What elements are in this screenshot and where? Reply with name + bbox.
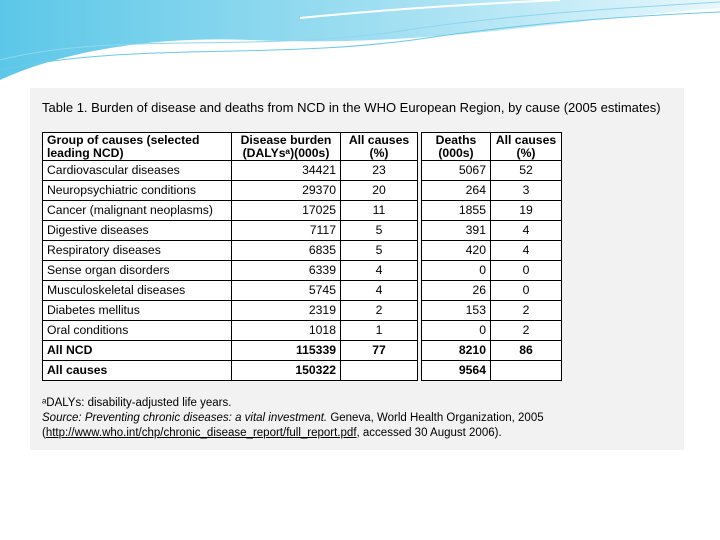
- cell-daly-pct: [341, 361, 418, 381]
- cell-daly: 150322: [232, 361, 341, 381]
- cell-daly-pct: 4: [341, 281, 418, 301]
- cell-deaths: 264: [422, 181, 491, 201]
- table-row: [43, 201, 562, 221]
- link-open-paren: (: [42, 427, 46, 439]
- table-notes: [42, 396, 544, 441]
- footnote: ᵃDALYs: disability-adjusted life years.: [42, 397, 232, 409]
- table-row: [43, 161, 562, 181]
- cell-daly: 1018: [232, 321, 341, 341]
- cell-daly-pct: 4: [341, 261, 418, 281]
- cell-daly-pct: 1: [341, 321, 418, 341]
- table-document: [30, 88, 684, 450]
- cell-daly: 115339: [232, 341, 341, 361]
- cell-deaths-pct: 19: [491, 201, 562, 221]
- header-deaths: Deaths (000s): [422, 133, 491, 161]
- table-row: [43, 301, 562, 321]
- table-header-row: [43, 133, 562, 161]
- cell-deaths: 153: [422, 301, 491, 321]
- cell-group: Neuropsychiatric conditions: [43, 181, 232, 201]
- disease-burden-table: [42, 132, 562, 381]
- cell-deaths: 0: [422, 261, 491, 281]
- cell-daly: 7117: [232, 221, 341, 241]
- cell-daly-pct: 23: [341, 161, 418, 181]
- cell-group: Cardiovascular diseases: [43, 161, 232, 181]
- cell-daly-pct: 5: [341, 241, 418, 261]
- source-title: Preventing chronic diseases: a vital investment.: [84, 412, 328, 424]
- cell-daly: 6835: [232, 241, 341, 261]
- source-line: [42, 411, 544, 426]
- decorative-wave-header: [0, 0, 720, 90]
- cell-deaths: 5067: [422, 161, 491, 181]
- cell-deaths-pct: [491, 361, 562, 381]
- cell-deaths-pct: 0: [491, 281, 562, 301]
- cell-daly: 2319: [232, 301, 341, 321]
- cell-daly: 17025: [232, 201, 341, 221]
- cell-deaths: 8210: [422, 341, 491, 361]
- table-row: [43, 181, 562, 201]
- table-row: [43, 281, 562, 301]
- source-label: Source:: [42, 412, 82, 424]
- cell-deaths-pct: 2: [491, 301, 562, 321]
- header-daly-pct: All causes (%): [341, 133, 418, 161]
- cell-group: Digestive diseases: [43, 221, 232, 241]
- source-publisher: Geneva, World Health Organization, 2005: [330, 412, 544, 424]
- cell-deaths-pct: 52: [491, 161, 562, 181]
- cell-daly: 29370: [232, 181, 341, 201]
- header-daly: Disease burden (DALYsᵃ)(000s): [232, 133, 341, 161]
- table-row: [43, 241, 562, 261]
- cell-daly: 6339: [232, 261, 341, 281]
- cell-group: Sense organ disorders: [43, 261, 232, 281]
- cell-group: All causes: [43, 361, 232, 381]
- cell-daly-pct: 2: [341, 301, 418, 321]
- cell-deaths-pct: 86: [491, 341, 562, 361]
- cell-daly: 34421: [232, 161, 341, 181]
- table-row: [43, 361, 562, 381]
- table-row: [43, 341, 562, 361]
- source-link-line: [42, 426, 544, 441]
- cell-deaths-pct: 0: [491, 261, 562, 281]
- cell-deaths: 0: [422, 321, 491, 341]
- cell-group: Diabetes mellitus: [43, 301, 232, 321]
- cell-group: Respiratory diseases: [43, 241, 232, 261]
- cell-deaths-pct: 4: [491, 241, 562, 261]
- cell-group: Musculoskeletal diseases: [43, 281, 232, 301]
- cell-deaths: 420: [422, 241, 491, 261]
- cell-daly-pct: 11: [341, 201, 418, 221]
- table-row: [43, 221, 562, 241]
- cell-daly: 5745: [232, 281, 341, 301]
- table-row: [43, 261, 562, 281]
- cell-deaths: 1855: [422, 201, 491, 221]
- cell-group: All NCD: [43, 341, 232, 361]
- report-link[interactable]: http://www.who.int/chp/chronic_disease_report/full_report.pdf: [45, 427, 357, 439]
- cell-deaths: 391: [422, 221, 491, 241]
- cell-deaths-pct: 4: [491, 221, 562, 241]
- cell-deaths: 26: [422, 281, 491, 301]
- cell-deaths-pct: 3: [491, 181, 562, 201]
- cell-daly-pct: 77: [341, 341, 418, 361]
- cell-deaths-pct: 2: [491, 321, 562, 341]
- cell-daly-pct: 5: [341, 221, 418, 241]
- header-deaths-pct: All causes (%): [491, 133, 562, 161]
- header-group: Group of causes (selected leading NCD): [43, 133, 232, 161]
- table-row: [43, 321, 562, 341]
- cell-group: Oral conditions: [43, 321, 232, 341]
- cell-daly-pct: 20: [341, 181, 418, 201]
- table-title: Table 1. Burden of disease and deaths from NCD in the WHO European Region, by cause (2005 estimates): [42, 100, 661, 115]
- cell-group: Cancer (malignant neoplasms): [43, 201, 232, 221]
- cell-deaths: 9564: [422, 361, 491, 381]
- accessed-date: , accessed 30 August 2006).: [356, 427, 502, 439]
